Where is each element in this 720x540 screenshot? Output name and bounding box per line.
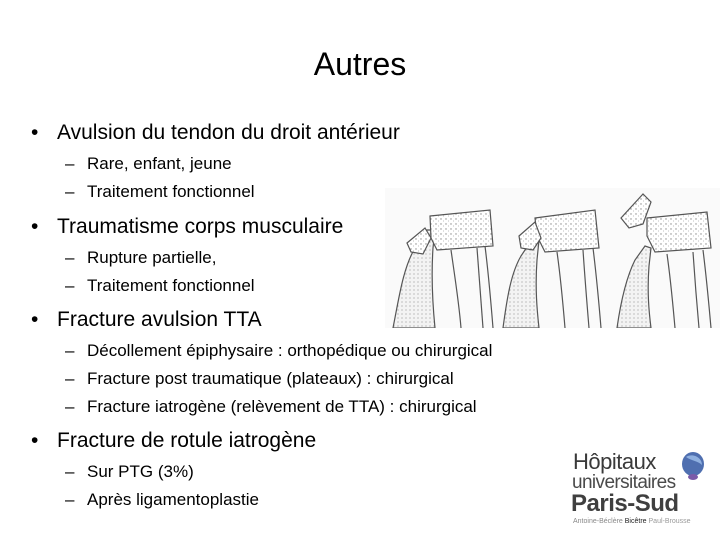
dash-marker: – bbox=[65, 369, 75, 388]
bullet-marker: • bbox=[31, 121, 39, 144]
dash-marker: – bbox=[65, 490, 75, 509]
dash-marker: – bbox=[65, 154, 75, 173]
bullet-marker: • bbox=[31, 429, 39, 452]
logo-site-bicetre: Bicêtre bbox=[624, 518, 647, 525]
dash-marker: – bbox=[65, 397, 75, 416]
tibial-avulsion-figure bbox=[385, 188, 720, 328]
bullet-fracture-tta bbox=[31, 308, 262, 332]
subbullet-text: Rupture partielle, bbox=[87, 248, 217, 267]
subbullet-text: Traitement fonctionnel bbox=[87, 276, 255, 295]
bullet-text: Fracture de rotule iatrogène bbox=[57, 429, 317, 452]
dash-marker: – bbox=[65, 276, 75, 295]
dash-marker: – bbox=[65, 462, 75, 481]
subbullet-text: Décollement épiphysaire : orthopédique ou chirurgical bbox=[87, 341, 493, 360]
logo-line-universitaires: universitaires bbox=[572, 472, 676, 493]
logo-site-paul-brousse: Paul-Brousse bbox=[648, 518, 691, 525]
logo-line-paris-sud: Paris-Sud bbox=[571, 490, 679, 517]
hopitaux-paris-sud-logo bbox=[568, 445, 708, 533]
subbullet-post-traumatique bbox=[65, 369, 454, 389]
bullet-text: Avulsion du tendon du droit antérieur bbox=[57, 121, 400, 144]
dash-marker: – bbox=[65, 248, 75, 267]
subbullet-text: Fracture iatrogène (relèvement de TTA) : chirurgical bbox=[87, 397, 477, 416]
logo-site-antoine-beclere: Antoine-Béclère bbox=[573, 518, 623, 525]
subbullet-text: Rare, enfant, jeune bbox=[87, 154, 232, 173]
subbullet-traitement-1 bbox=[65, 182, 255, 202]
subbullet-ptg bbox=[65, 462, 194, 482]
bullet-fracture-rotule bbox=[31, 429, 317, 453]
bullet-text: Fracture avulsion TTA bbox=[57, 308, 262, 331]
subbullet-text: Traitement fonctionnel bbox=[87, 182, 255, 201]
subbullet-text: Après ligamentoplastie bbox=[87, 490, 259, 509]
bullet-traumatisme bbox=[31, 215, 344, 239]
subbullet-rare bbox=[65, 154, 232, 174]
logo-sites bbox=[573, 518, 691, 525]
subbullet-text: Sur PTG (3%) bbox=[87, 462, 194, 481]
logo-line-hopitaux: Hôpitaux bbox=[573, 449, 656, 474]
bullet-text: Traumatisme corps musculaire bbox=[57, 215, 344, 238]
subbullet-decollement bbox=[65, 341, 493, 361]
slide-title: Autres bbox=[313, 46, 407, 82]
subbullet-text: Fracture post traumatique (plateaux) : chirurgical bbox=[87, 369, 454, 388]
bullet-marker: • bbox=[31, 308, 39, 331]
bullet-avulsion-tendon bbox=[31, 121, 400, 145]
subbullet-ligamentoplastie bbox=[65, 490, 259, 510]
subbullet-traitement-2 bbox=[65, 276, 255, 296]
dash-marker: – bbox=[65, 182, 75, 201]
hopital-logo-mark-icon bbox=[680, 451, 706, 481]
subbullet-rupture bbox=[65, 248, 217, 268]
dash-marker: – bbox=[65, 341, 75, 360]
subbullet-iatrogene bbox=[65, 397, 477, 417]
bullet-marker: • bbox=[31, 215, 39, 238]
